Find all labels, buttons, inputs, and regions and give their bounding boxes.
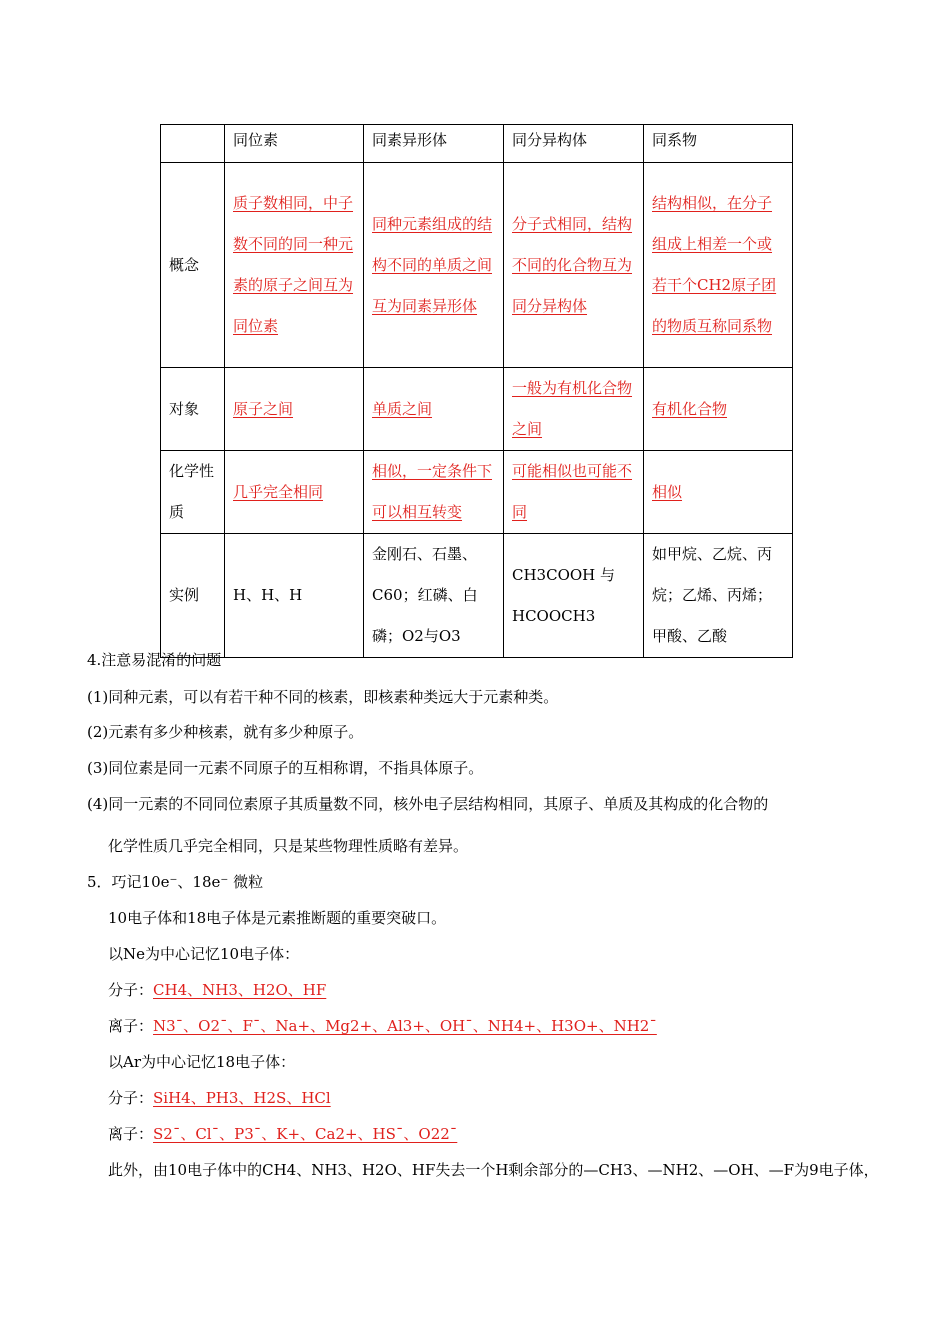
table-header-row [161,125,793,163]
header-allotrope: 同素异形体 [364,125,504,163]
ar-molecules-label: 分子： [108,1089,154,1107]
ne-molecules-label: 分子： [108,981,154,999]
ar-molecules-line [108,1088,890,1108]
cell-concept-isotope: 质子数相同，中子数不同的同一种元素的原子之间互为同位素 [225,163,364,368]
ne-ions-line [108,1016,890,1036]
cell-object-isotope: 原子之间 [225,368,364,451]
cell-example-homolog: 如甲烷、乙烷、丙烷；乙烯、丙烯；甲酸、乙酸 [644,534,793,658]
cell-concept-homolog: 结构相似，在分子组成上相差一个或若干个CH2原子团的物质互称同系物 [644,163,793,368]
header-blank [161,125,225,163]
row-label-example: 实例 [161,534,225,658]
section4-item-4: (4)同一元素的不同同位素原子其质量数不同，核外电子层结构相同，其原子、单质及其构成的化合物的 [87,795,769,813]
cell-example-allotrope: 金刚石、石墨、C60；红磷、白磷；O2与O3 [364,534,504,658]
header-isotope: 同位素 [225,125,364,163]
ar-ions: S2¯、Cl¯、P3¯、K+、Ca2+、HS¯、O22¯ [153,1125,458,1143]
section4-item-1: (1)同种元素，可以有若干种不同的核素，即核素种类远大于元素种类。 [87,688,559,706]
cell-chem-isomer: 可能相似也可能不同 [504,451,644,534]
section5-intro: 10电子体和18电子体是元素推断题的重要突破口。 [108,909,447,927]
section4-title: 4.注意易混淆的问题 [87,651,222,669]
ne-molecules-line [108,980,890,1000]
table-row [161,163,793,368]
table-row [161,451,793,534]
cell-chem-homolog: 相似 [644,451,793,534]
ar-molecules: SiH4、PH3、H2S、HCl [153,1089,331,1107]
header-homolog: 同系物 [644,125,793,163]
cell-concept-allotrope: 同种元素组成的结构不同的单质之间互为同素异形体 [364,163,504,368]
cell-example-isotope: H、H、H [225,534,364,658]
ar-ions-label: 离子： [108,1125,154,1143]
closing-line: 此外，由10电子体中的CH4、NH3、H2O、HF失去一个H剩余部分的—CH3、—NH2、—OH、—F为9电子体， [108,1161,879,1179]
section4-item-4-cont: 化学性质几乎完全相同，只是某些物理性质略有差异。 [108,837,469,855]
cell-example-isomer: CH3COOH 与 HCOOCH3 [504,534,644,658]
header-isomer: 同分异构体 [504,125,644,163]
cell-chem-allotrope: 相似，一定条件下可以相互转变 [364,451,504,534]
cell-concept-isomer: 分子式相同，结构不同的化合物互为同分异构体 [504,163,644,368]
cell-chem-isotope: 几乎完全相同 [225,451,364,534]
ar-heading: 以Ar为中心记忆18电子体： [108,1053,296,1071]
cell-object-allotrope: 单质之间 [364,368,504,451]
section4-item-3: (3)同位素是同一元素不同原子的互相称谓，不指具体原子。 [87,759,484,777]
table-row [161,534,793,658]
ne-molecules: CH4、NH3、H2O、HF [153,981,327,999]
section5-title: 5．巧记10e⁻、18e⁻ 微粒 [87,873,264,891]
row-label-chem-property: 化学性质 [161,451,225,534]
ar-ions-line [108,1124,890,1144]
cell-object-homolog: 有机化合物 [644,368,793,451]
ne-ions: N3¯、O2¯、F¯、Na+、Mg2+、Al3+、OH¯、NH4+、H3O+、NH2¯ [153,1017,657,1035]
table-row [161,368,793,451]
row-label-object: 对象 [161,368,225,451]
row-label-concept: 概念 [161,163,225,368]
ne-heading: 以Ne为中心记忆10电子体： [108,945,300,963]
cell-object-isomer: 一般为有机化合物之间 [504,368,644,451]
section4-item-2: (2)元素有多少种核素，就有多少种原子。 [87,723,364,741]
comparison-table [160,124,793,658]
ne-ions-label: 离子： [108,1017,154,1035]
